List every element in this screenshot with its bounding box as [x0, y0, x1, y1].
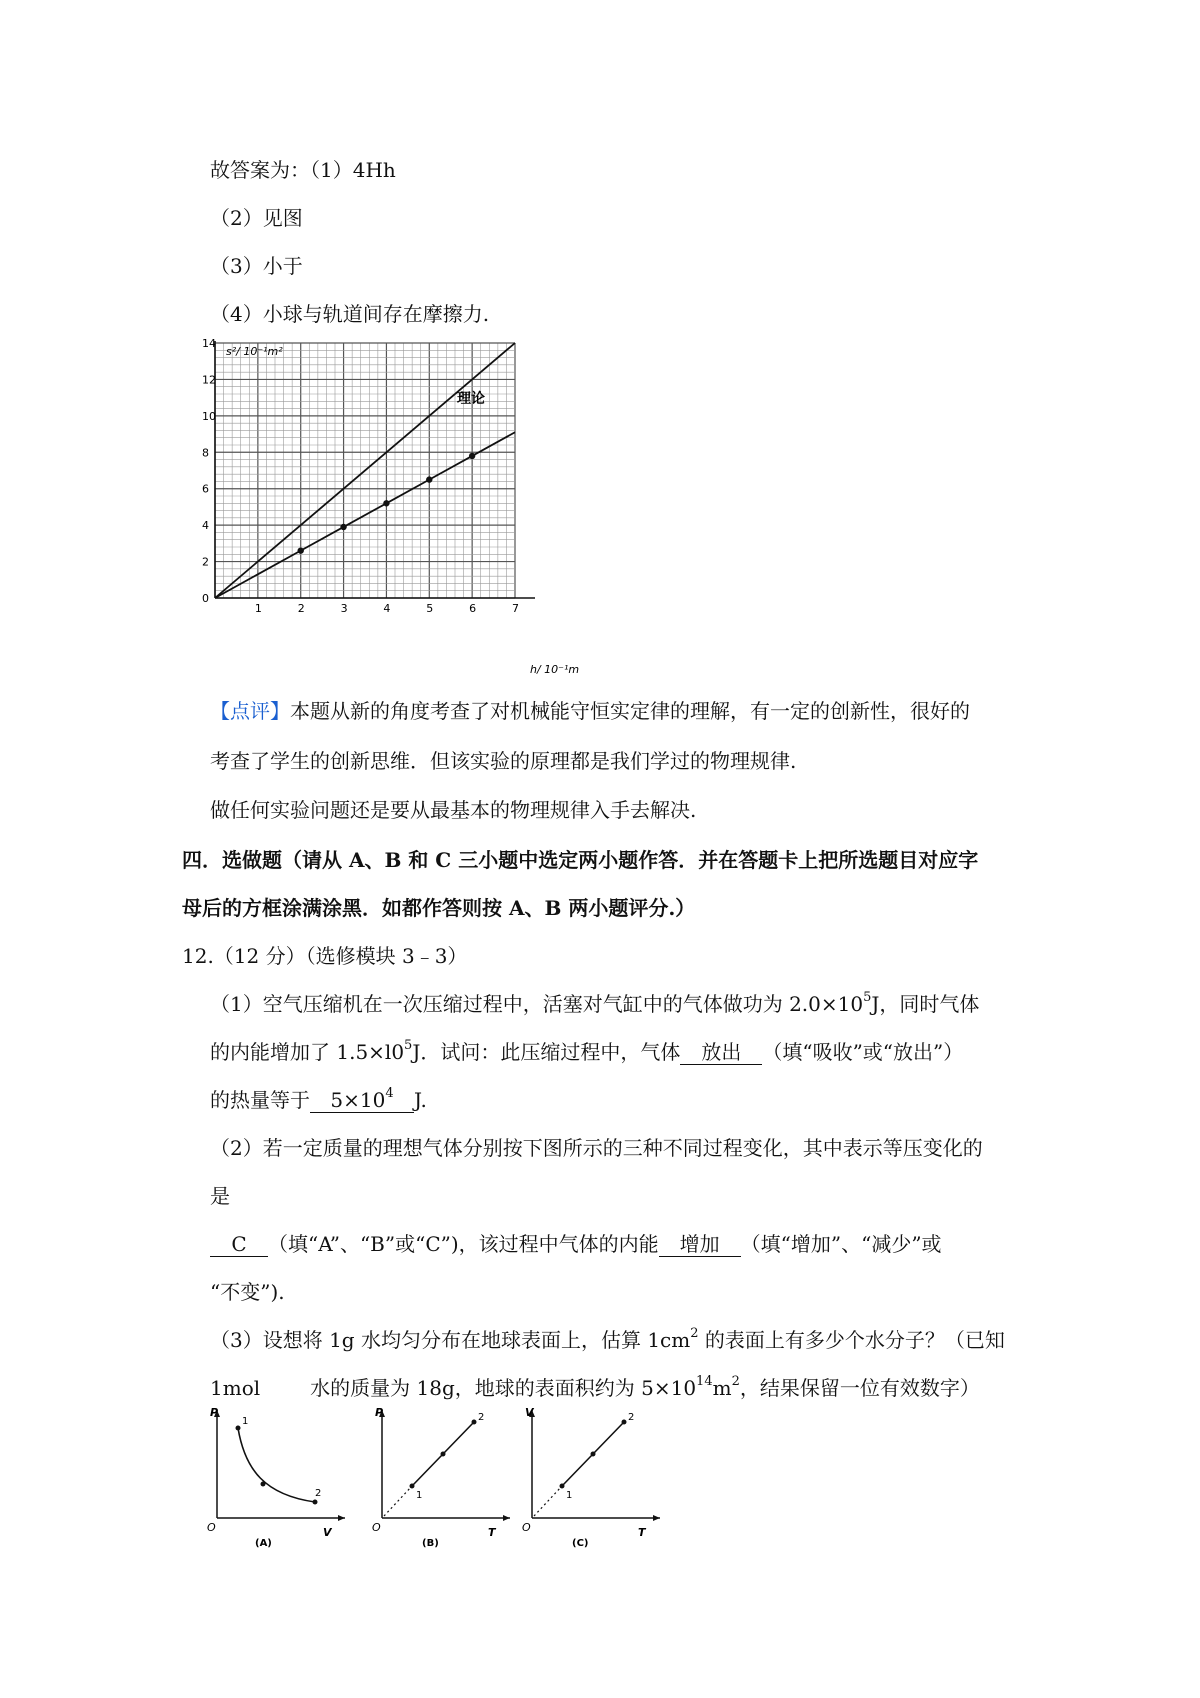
graph-a-caption: (A) — [255, 1538, 272, 1549]
data-point — [469, 453, 475, 459]
q12-p3b-mol: 1mol — [210, 1376, 261, 1400]
s2-h-graph — [200, 335, 590, 680]
ytick-label: 0 — [202, 592, 209, 605]
q12-p3b-post: ，结果保留一位有效数字） — [739, 1376, 980, 1400]
q12-p1a-text: （1）空气压缩机在一次压缩过程中，活塞对气缸中的气体做功为 2.0×10 — [210, 992, 864, 1016]
graph-b-xlabel: T — [488, 1526, 496, 1539]
q12-p2c-post: （填“增加”、“减少”或 — [740, 1232, 942, 1256]
ytick-label: 2 — [202, 555, 209, 569]
answer-intro: 故答案为：（1）4Hh — [210, 158, 396, 182]
ytick-label: 6 — [202, 482, 209, 496]
q12-p3a-post: 的表面上有多少个水分子？（已知 — [698, 1328, 1005, 1352]
graph-c-caption: (C) — [572, 1538, 589, 1549]
q12-p2-line-d: “不变”). — [210, 1280, 285, 1304]
ytick-label: 14 — [202, 337, 216, 350]
graph-a-pv — [205, 1400, 355, 1550]
q12-p1b-mid: J．试问：此压缩过程中，气体 — [412, 1040, 681, 1064]
graph-b-ylabel: P — [375, 1406, 384, 1419]
graph-a-curve — [238, 1428, 315, 1502]
graph-xlabel: h/ 10⁻¹m — [530, 663, 580, 676]
xtick-label: 5 — [426, 602, 434, 615]
q12-p3b-unit: m — [712, 1376, 732, 1400]
xtick-label: 2 — [297, 602, 305, 615]
q12-p3-line-a — [210, 1326, 1005, 1354]
xtick-label: 4 — [383, 602, 391, 615]
xtick-label: 3 — [340, 602, 348, 615]
review-line-2: 考查了学生的创新思维．但该实验的原理都是我们学过的物理规律. — [210, 749, 797, 773]
answer-2: （2）见图 — [210, 206, 303, 230]
graph-c-point1: 1 — [566, 1490, 573, 1501]
answer-4: （4）小球与轨道间存在摩擦力. — [210, 302, 490, 326]
blank-internal-energy: 增加 — [659, 1232, 741, 1257]
q12-p2-line-a: （2）若一定质量的理想气体分别按下图所示的三种不同过程变化，其中表示等压变化的 — [210, 1136, 983, 1160]
q12-p1a-post: J，同时气体 — [871, 992, 980, 1016]
blank-heat-amount — [310, 1088, 414, 1113]
data-point — [426, 476, 432, 482]
q12-p1-line-c — [210, 1086, 427, 1114]
q12-header: 12.（12 分）（选修模块 3﹣3） — [182, 944, 468, 968]
q12-p1a-exp: 5 — [863, 990, 872, 1006]
graph-b-pt — [370, 1400, 520, 1550]
q12-p2-line-b: 是 — [210, 1184, 230, 1208]
q12-p3a-text: （3）设想将 1g 水均匀分布在地球表面上，估算 1cm — [210, 1328, 691, 1352]
xtick-label: 1 — [254, 602, 262, 615]
review-text-1: 本题从新的角度考查了对机械能守恒实定律的理解，有一定的创新性，很好的 — [290, 699, 970, 723]
q12-p1b-text: 的内能增加了 1.5×l0 — [210, 1040, 405, 1064]
graph-a-point2: 2 — [315, 1488, 322, 1499]
xtick-label: 6 — [469, 602, 477, 615]
graph-c-ylabel: V — [525, 1406, 534, 1419]
q12-p3b-exp1: 14 — [696, 1374, 713, 1390]
graph-a-origin: O — [207, 1521, 216, 1534]
graph-b-point2: 2 — [478, 1412, 485, 1423]
graph-b-caption: (B) — [422, 1538, 439, 1549]
theory-label: 理论 — [457, 391, 485, 407]
graph-c-vt — [520, 1400, 670, 1550]
graph-b-origin: O — [372, 1521, 381, 1534]
graph-c-xlabel: T — [638, 1526, 646, 1539]
q12-p1-line-b — [210, 1038, 963, 1066]
blank-heat-amount-base: 5×10 — [330, 1088, 386, 1112]
graph-a-ylabel: P — [210, 1406, 219, 1419]
review-line-3: 做任何实验问题还是要从最基本的物理规律入手去解决. — [210, 798, 697, 822]
answer-3: （3）小于 — [210, 254, 303, 278]
graph-c-origin: O — [522, 1521, 531, 1534]
data-point — [340, 524, 346, 530]
graph-series — [215, 343, 515, 598]
xtick-label: 7 — [512, 602, 519, 615]
q12-p1b-exp: 5 — [404, 1038, 413, 1054]
q12-p1b-post: （填“吸收”或“放出”） — [762, 1040, 964, 1064]
q12-p2-line-c — [210, 1230, 942, 1258]
graph-xticks — [255, 602, 519, 615]
blank-isobaric-choice: C — [210, 1232, 268, 1257]
q12-p3b-exp2: 2 — [731, 1374, 740, 1390]
ytick-label: 4 — [202, 519, 209, 533]
section4-line-2: 母后的方框涂满涂黑．如都作答则按 A、B 两小题评分.） — [182, 896, 696, 920]
blank-heat-amount-exp: 4 — [385, 1086, 394, 1102]
q12-p3b-text: 水的质量为 18g，地球的表面积约为 5×10 — [310, 1376, 697, 1400]
q12-p2c-mid: （填“A”、“B”或“C”)，该过程中气体的内能 — [268, 1232, 659, 1256]
data-point — [298, 547, 304, 553]
graph-a-point1: 1 — [242, 1416, 249, 1427]
data-point — [383, 500, 389, 506]
q12-p1-line-a — [210, 990, 979, 1018]
graph-c-point2: 2 — [628, 1412, 635, 1423]
q12-p1c-post: J. — [414, 1088, 427, 1112]
q12-p1c-text: 的热量等于 — [210, 1088, 310, 1112]
ytick-label: 10 — [202, 409, 216, 423]
review-line-1 — [210, 697, 970, 725]
review-tag: 【点评】 — [210, 699, 290, 723]
theory-line — [215, 343, 515, 598]
graph-yticks — [202, 337, 216, 605]
section4-line-1: 四．选做题（请从 A、B 和 C 三小题中选定两小题作答．并在答题卡上把所选题目对应字 — [182, 848, 979, 872]
q12-p3a-exp: 2 — [690, 1326, 699, 1342]
blank-heat-direction: 放出 — [680, 1040, 762, 1065]
graph-ylabel: s²/ 10⁻¹m² — [226, 345, 283, 358]
q12-p3-line-b — [210, 1374, 980, 1402]
graph-a-xlabel: V — [323, 1526, 332, 1539]
graph-b-point1: 1 — [416, 1490, 423, 1501]
ytick-label: 8 — [202, 446, 209, 460]
ytick-label: 12 — [202, 373, 216, 387]
